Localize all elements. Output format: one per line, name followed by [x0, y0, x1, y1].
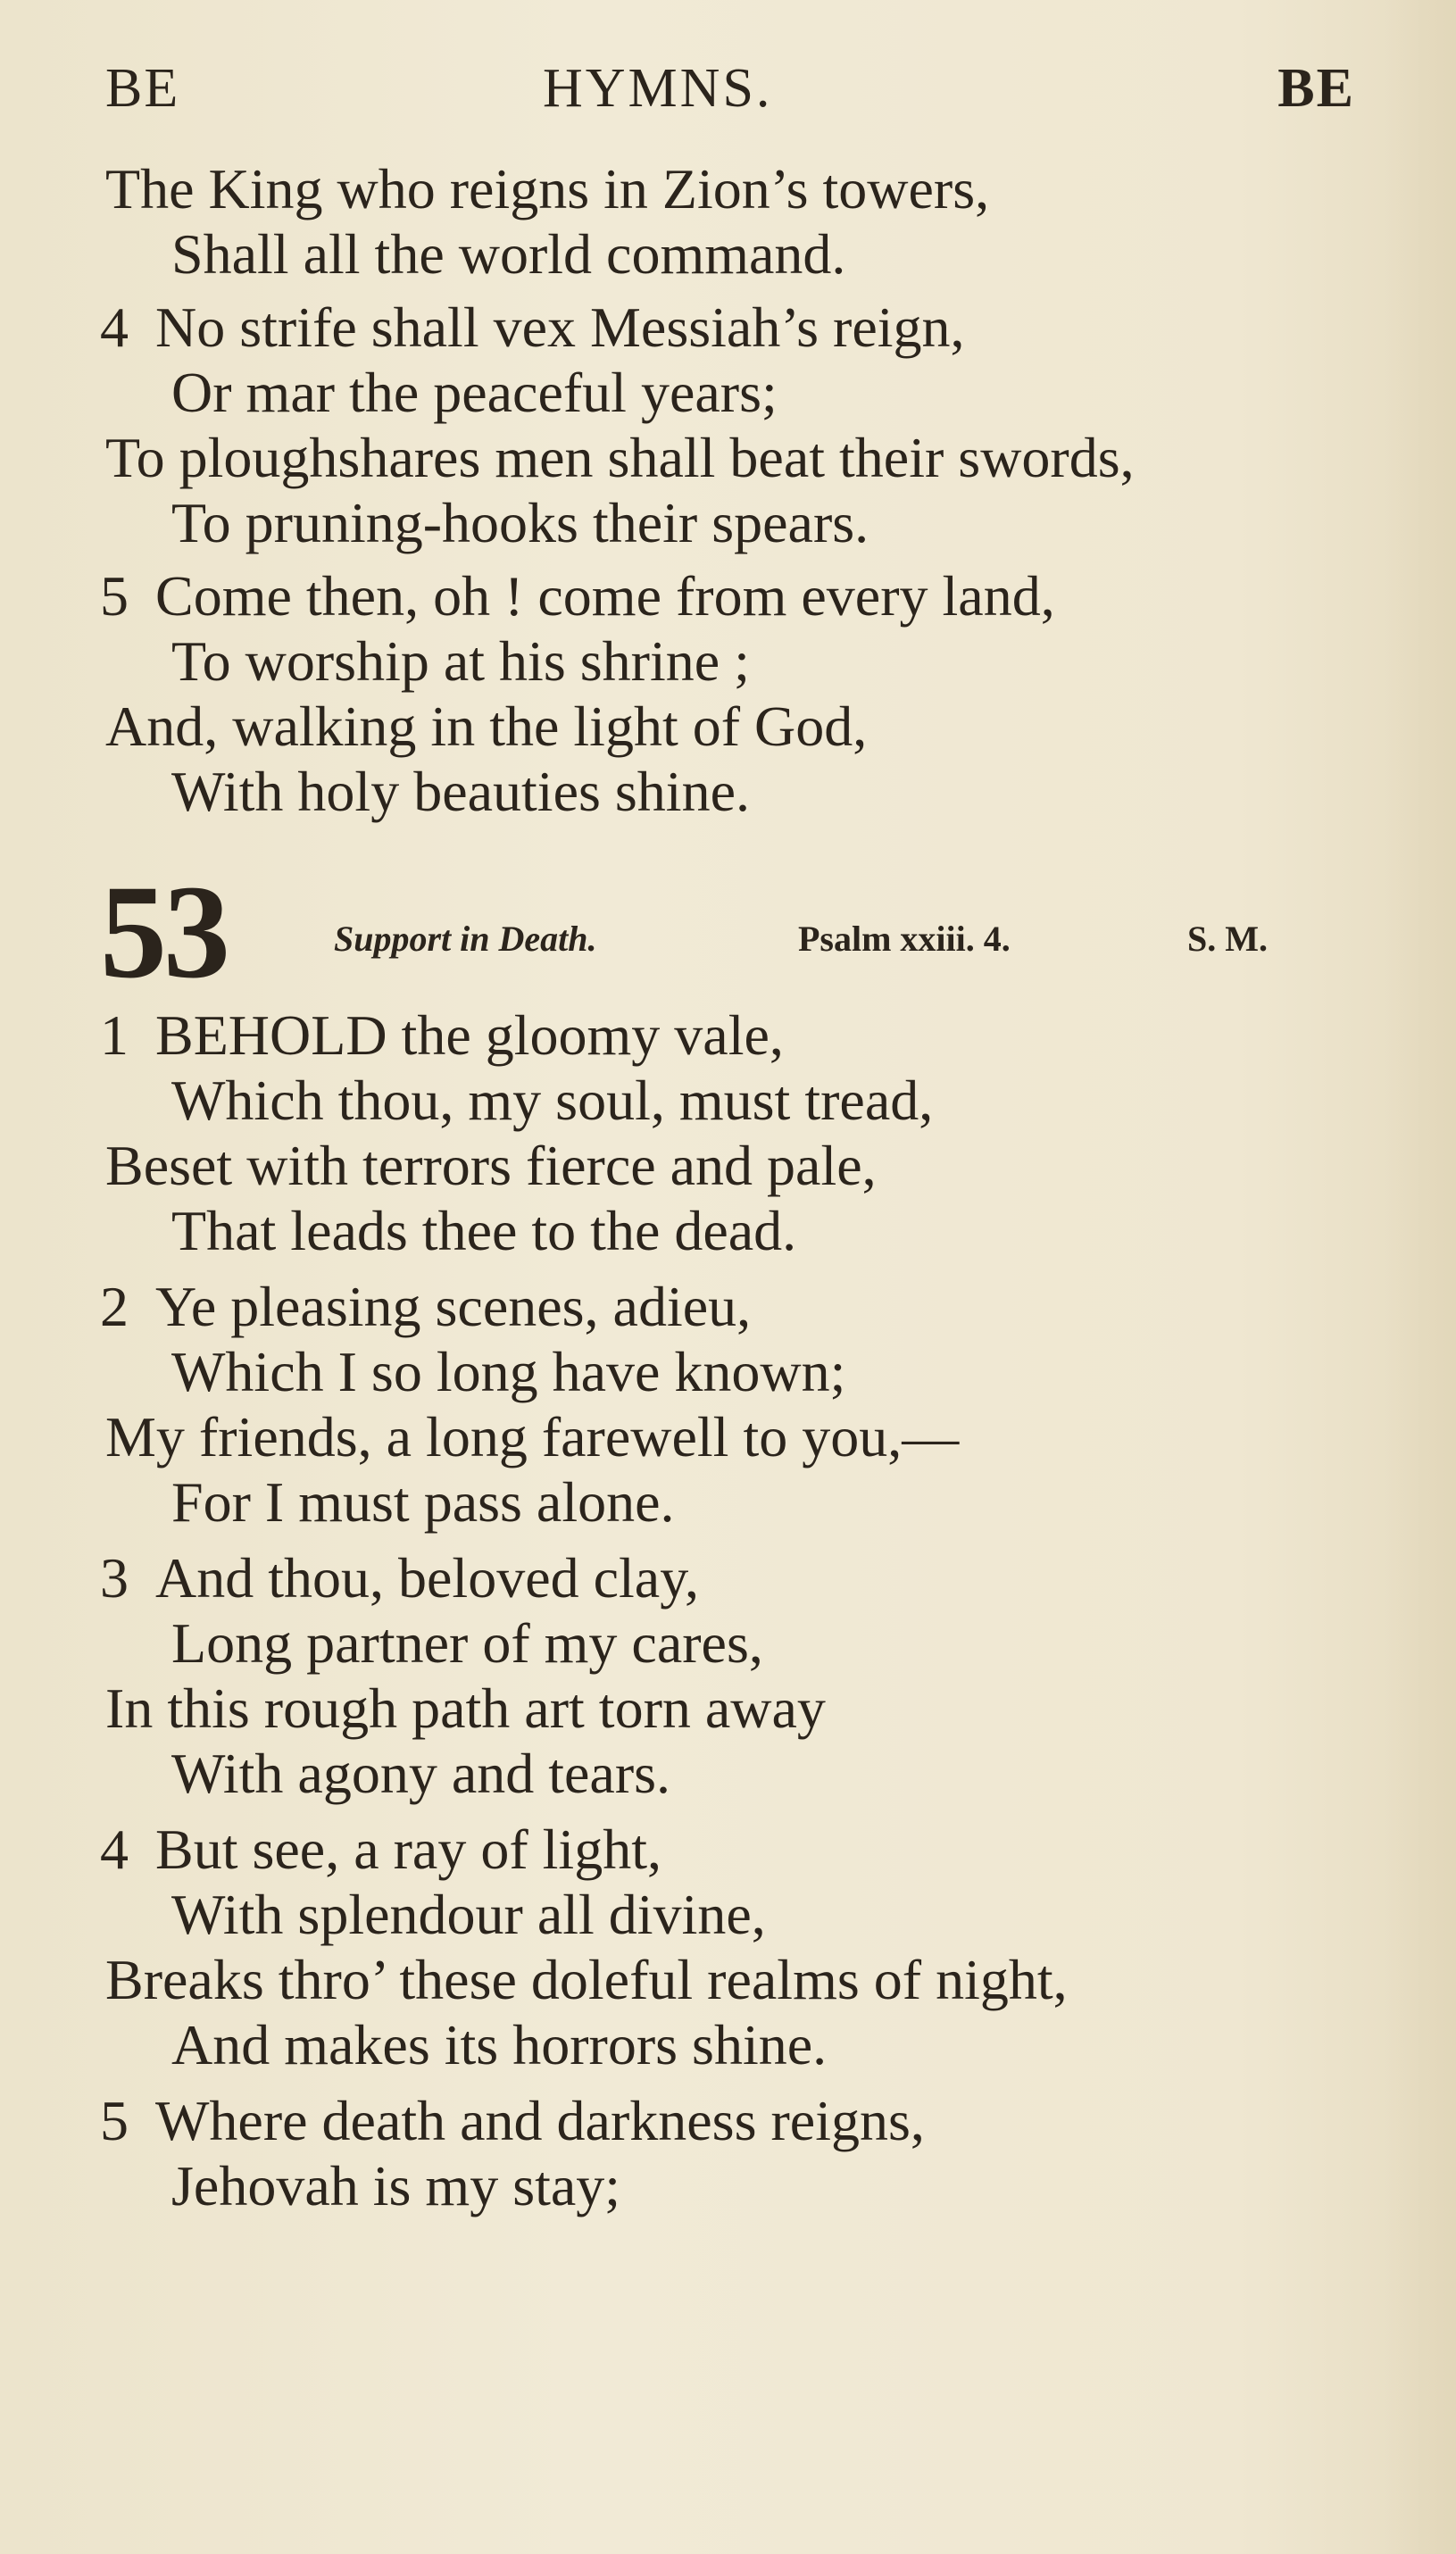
verse-line-text: For I must pass alone.: [171, 1470, 675, 1534]
verse-line: [171, 760, 750, 824]
verse-line: [105, 1405, 959, 1469]
verse-line-text: Come then, oh ! come from every land,: [155, 564, 1055, 628]
stanza-number: 4: [100, 1818, 129, 1881]
verse-line-text: With holy beauties shine.: [171, 760, 750, 823]
verse-line: [100, 2089, 925, 2153]
hymn-heading: [100, 858, 1332, 1006]
verse-line-text: To worship at his shrine ;: [171, 629, 750, 693]
verse-line-text: Ye pleasing scenes, adieu,: [155, 1275, 752, 1338]
verse-line-text: No strife shall vex Messiah’s reign,: [155, 295, 965, 359]
verse-line-text: Breaks thro’ these doleful realms of night,: [105, 1948, 1068, 2011]
verse-line-text: The King who reigns in Zion’s towers,: [105, 157, 990, 220]
stanza-number: 3: [100, 1546, 129, 1610]
verse-line: [171, 2013, 827, 2077]
verse-line: [171, 629, 750, 694]
header-left-catchword: BE: [105, 58, 180, 119]
hymn-reference: Psalm xxiii. 4.: [798, 919, 1011, 959]
verse-line-text: But see, a ray of light,: [155, 1818, 661, 1881]
verse-line: [171, 1742, 670, 1806]
stanza-number: 4: [100, 295, 129, 359]
verse-line: [171, 1340, 845, 1404]
verse-line: [171, 1611, 763, 1676]
verse-line-text: In this rough path art torn away: [105, 1676, 826, 1740]
verse-line-text: BEHOLD the gloomy vale,: [155, 1003, 784, 1067]
verse-line-text: To pruning-hooks their spears.: [171, 491, 869, 554]
verse-line: [171, 1069, 933, 1133]
stanza-number: 1: [100, 1003, 129, 1067]
verse-line: [171, 2154, 620, 2218]
verse-line: [105, 1134, 877, 1198]
verse-line-text: Where death and darkness reigns,: [155, 2089, 925, 2152]
verse-line: [100, 564, 1055, 628]
verse-line-text: And makes its horrors shine.: [171, 2013, 828, 2076]
running-header: [105, 57, 1355, 129]
verse-line: [105, 157, 989, 221]
verse-line: [100, 1275, 751, 1339]
verse-line-text: That leads thee to the dead.: [171, 1199, 797, 1262]
verse-line: [105, 695, 867, 759]
verse-line: [171, 1470, 675, 1535]
verse-line: [105, 1676, 826, 1741]
verse-line-text: Beset with terrors fierce and pale,: [105, 1134, 877, 1197]
verse-line-text: With splendour all divine,: [171, 1883, 766, 1946]
verse-line: [105, 1948, 1068, 2012]
verse-line-text: Which I so long have known;: [171, 1340, 846, 1403]
verse-line-text: Or mar the peaceful years;: [171, 361, 778, 424]
verse-line-text: To ploughshares men shall beat their swords,: [105, 426, 1135, 489]
verse-line: [171, 491, 869, 555]
verse-line-text: My friends, a long farewell to you,—: [105, 1405, 960, 1468]
header-title: HYMNS.: [543, 58, 773, 119]
stanza-number: 5: [100, 564, 129, 628]
verse-line: [100, 295, 965, 360]
verse-line: [100, 1818, 661, 1882]
hymn-title: Support in Death.: [334, 919, 597, 959]
verse-line: [100, 1003, 784, 1068]
stanza-number: 5: [100, 2089, 129, 2152]
verse-line: [171, 222, 845, 287]
verse-line: [100, 1546, 699, 1610]
hymn-meter: S. M.: [1187, 919, 1268, 959]
verse-line-text: And, walking in the light of God,: [105, 695, 868, 758]
verse-line-text: Long partner of my cares,: [171, 1611, 763, 1675]
verse-line: [105, 426, 1135, 490]
verse-line: [171, 1883, 766, 1947]
verse-line-text: Shall all the world command.: [171, 222, 846, 286]
page-edge-shadow: [1385, 0, 1456, 2554]
verse-line-text: Which thou, my soul, must tread,: [171, 1069, 934, 1132]
stanza-number: 2: [100, 1275, 129, 1338]
hymn-number: 53: [100, 858, 227, 1006]
header-right-catchword: BE: [1277, 58, 1355, 119]
verse-line: [171, 361, 778, 425]
verse-line-text: With agony and tears.: [171, 1742, 671, 1805]
verse-line-text: And thou, beloved clay,: [155, 1546, 700, 1610]
verse-line-text: Jehovah is my stay;: [171, 2154, 621, 2217]
verse-line: [171, 1199, 796, 1263]
